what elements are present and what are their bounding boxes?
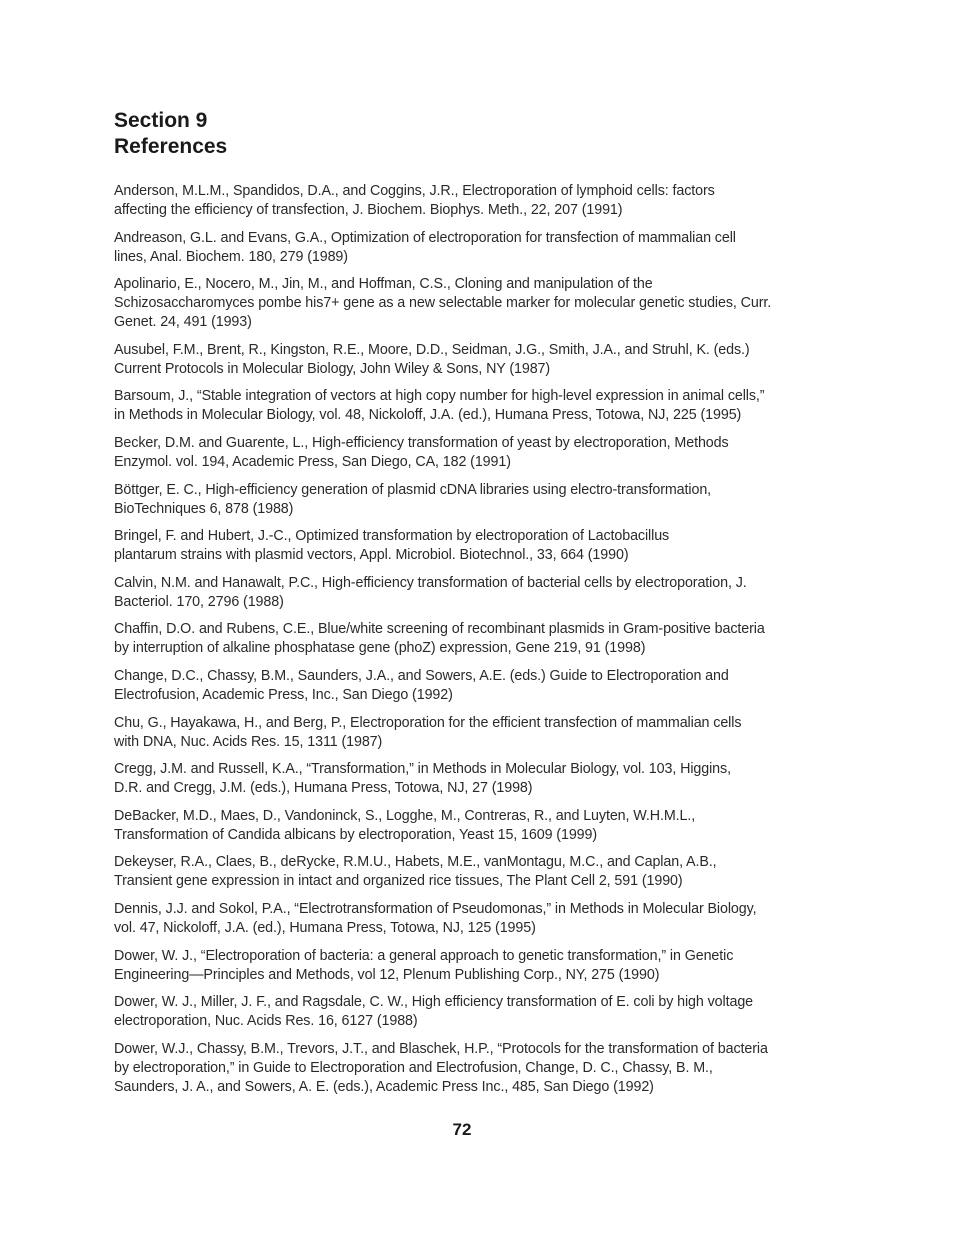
reference-entry — [114, 1040, 814, 1097]
reference-line: Chaffin, D.O. and Rubens, C.E., Blue/white screening of recombinant plasmids in Gram-positive bacteria — [114, 621, 765, 638]
reference-line: Dekeyser, R.A., Claes, B., deRycke, R.M.U., Habets, M.E., vanMontagu, M.C., and Caplan, A.B., — [114, 854, 717, 871]
reference-line: by electroporation,” in Guide to Electroporation and Electrofusion, Change, D. C., Chassy, B. M., — [114, 1059, 713, 1076]
reference-line: Transient gene expression in intact and organized rice tissues, The Plant Cell 2, 591 (1990) — [114, 873, 683, 890]
reference-line: Change, D.C., Chassy, B.M., Saunders, J.A., and Sowers, A.E. (eds.) Guide to Electroporation and — [114, 667, 729, 684]
reference-line: DeBacker, M.D., Maes, D., Vandoninck, S., Logghe, M., Contreras, R., and Luyten, W.H.M.L., — [114, 807, 696, 824]
reference-entry — [114, 527, 814, 565]
reference-line: plantarum strains with plasmid vectors, Appl. Microbiol. Biotechnol., 33, 664 (1990) — [114, 547, 629, 564]
reference-line: Bringel, F. and Hubert, J.-C., Optimized transformation by electroporation of Lactobacillus — [114, 528, 670, 545]
reference-entry — [114, 182, 814, 220]
section-number: Section 9 — [114, 109, 208, 132]
reference-entry — [114, 667, 814, 705]
section-heading — [114, 108, 814, 160]
reference-line: Current Protocols in Molecular Biology, John Wiley & Sons, NY (1987) — [114, 360, 551, 377]
reference-entry — [114, 620, 814, 658]
reference-line: Dower, W. J., Miller, J. F., and Ragsdale, C. W., High efficiency transformation of E. coli by high voltage — [114, 994, 754, 1011]
reference-line: affecting the efficiency of transfection, J. Biochem. Biophys. Meth., 22, 207 (1991) — [114, 202, 623, 218]
reference-entry — [114, 993, 814, 1031]
reference-line: by interruption of alkaline phosphatase gene (phoZ) expression, Gene 219, 91 (1998) — [114, 640, 646, 657]
reference-line: Transformation of Candida albicans by electroporation, Yeast 15, 1609 (1999) — [114, 826, 598, 843]
reference-line: Engineering—Principles and Methods, vol 12, Plenum Publishing Corp., NY, 275 (1990) — [114, 966, 660, 983]
reference-entry — [114, 341, 814, 379]
page-number: 72 — [452, 1120, 472, 1139]
reference-entry — [114, 714, 814, 752]
page-content — [114, 108, 814, 1105]
reference-line: Dower, W. J., “Electroporation of bacteria: a general approach to genetic transformation,” in Genetic — [114, 947, 734, 964]
reference-line: Apolinario, E., Nocero, M., Jin, M., and Hoffman, C.S., Cloning and manipulation of the — [114, 276, 653, 293]
reference-line: Barsoum, J., “Stable integration of vectors at high copy number for high-level expression in animal cells,” — [114, 388, 765, 405]
reference-line: lines, Anal. Biochem. 180, 279 (1989) — [114, 248, 348, 265]
reference-entry — [114, 853, 814, 891]
reference-line: Saunders, J. A., and Sowers, A. E. (eds.), Academic Press Inc., 485, San Diego (1992) — [114, 1078, 654, 1095]
reference-entry — [114, 275, 814, 332]
reference-line: in Methods in Molecular Biology, vol. 48, Nickoloff, J.A. (ed.), Humana Press, Totowa, NJ, 225 (1995) — [114, 407, 742, 424]
reference-line: Ausubel, F.M., Brent, R., Kingston, R.E., Moore, D.D., Seidman, J.G., Smith, J.A., and Struhl, K. (eds.) — [114, 341, 750, 358]
section-title: References — [114, 135, 228, 158]
reference-line: Genet. 24, 491 (1993) — [114, 314, 252, 331]
reference-line: Electrofusion, Academic Press, Inc., San Diego (1992) — [114, 686, 453, 703]
reference-entry — [114, 229, 814, 267]
reference-line: Becker, D.M. and Guarente, L., High-efficiency transformation of yeast by electroporation, Methods — [114, 434, 729, 451]
reference-line: D.R. and Cregg, J.M. (eds.), Humana Press, Totowa, NJ, 27 (1998) — [114, 780, 533, 797]
reference-line: Dennis, J.J. and Sokol, P.A., “Electrotransformation of Pseudomonas,” in Methods in Molecular Biology, — [114, 900, 757, 917]
reference-line: Böttger, E. C., High-efficiency generation of plasmid cDNA libraries using electro-transformation, — [114, 481, 712, 498]
reference-entry — [114, 807, 814, 845]
reference-line: BioTechniques 6, 878 (1988) — [114, 500, 294, 517]
reference-line: electroporation, Nuc. Acids Res. 16, 6127 (1988) — [114, 1013, 418, 1030]
reference-line: Cregg, J.M. and Russell, K.A., “Transformation,” in Methods in Molecular Biology, vol. 103, Higgins, — [114, 761, 731, 778]
reference-line: Andreason, G.L. and Evans, G.A., Optimization of electroporation for transfection of mammalian cell — [114, 229, 736, 246]
reference-line: vol. 47, Nickoloff, J.A. (ed.), Humana Press, Totowa, NJ, 125 (1995) — [114, 919, 536, 936]
reference-line: Dower, W.J., Chassy, B.M., Trevors, J.T., and Blaschek, H.P., “Protocols for the transformation of bacteria — [114, 1040, 768, 1057]
reference-list — [114, 182, 814, 1097]
reference-line: Chu, G., Hayakawa, H., and Berg, P., Electroporation for the efficient transfection of mammalian cells — [114, 714, 742, 731]
reference-entry — [114, 434, 814, 472]
reference-entry — [114, 760, 814, 798]
reference-entry — [114, 574, 814, 612]
reference-entry — [114, 947, 814, 985]
reference-entry — [114, 387, 814, 425]
reference-line: Calvin, N.M. and Hanawalt, P.C., High-efficiency transformation of bacterial cells by electroporation, J. — [114, 574, 747, 591]
reference-line: Schizosaccharomyces pombe his7+ gene as a new selectable marker for molecular genetic studies, Curr. — [114, 295, 772, 312]
reference-line: with DNA, Nuc. Acids Res. 15, 1311 (1987) — [114, 733, 383, 750]
reference-line: Anderson, M.L.M., Spandidos, D.A., and Coggins, J.R., Electroporation of lymphoid cells: factors — [114, 183, 715, 199]
reference-line: Bacteriol. 170, 2796 (1988) — [114, 593, 284, 610]
reference-entry — [114, 481, 814, 519]
reference-entry — [114, 900, 814, 938]
reference-line: Enzymol. vol. 194, Academic Press, San Diego, CA, 182 (1991) — [114, 453, 511, 470]
